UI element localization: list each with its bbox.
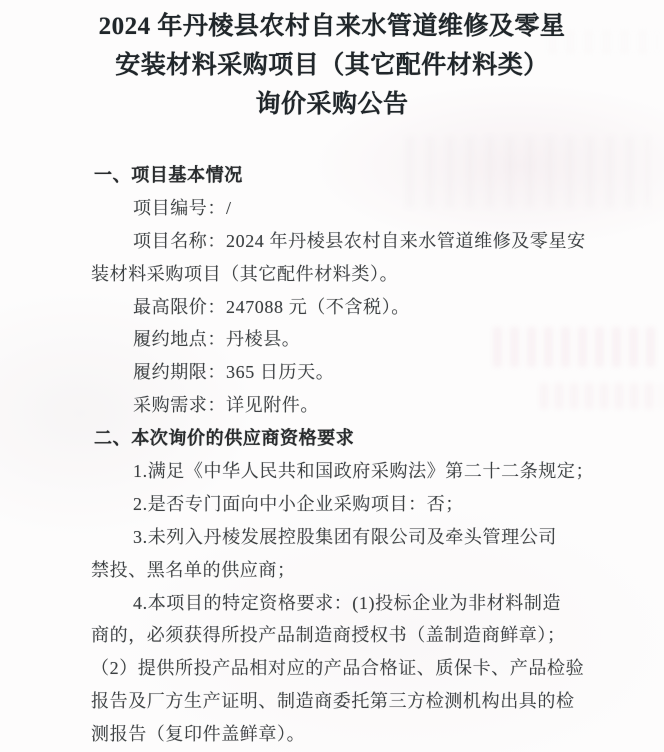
document-title-line: 2024 年丹棱县农村自来水管道维修及零星: [98, 13, 566, 40]
body-line-project-name: 项目名称：2024 年丹棱县农村自来水管道维修及零星安: [133, 230, 586, 251]
body-line-requirement-2: 2.是否专门面向中小企业采购项目：否；: [133, 493, 464, 514]
body-line-performance-period: 履约期限：365 日历天。: [133, 362, 335, 383]
document-title-line: 询价采购公告: [255, 91, 409, 118]
body-line-max-price: 最高限价：247088 元（不含税）。: [133, 296, 410, 317]
body-line-requirement-4-cont-3: 报告及厂方生产证明、制造商委托第三方检测机构出具的检: [91, 691, 575, 712]
body-line-requirement-1: 1.满足《中华人民共和国政府采购法》第二十二条规定；: [133, 461, 595, 482]
document-title-line: 安装材料采购项目（其它配件材料类）: [115, 52, 549, 79]
section-heading-project-info: 一、项目基本情况: [94, 165, 243, 185]
body-line-performance-location: 履约地点：丹棱县。: [133, 329, 301, 350]
document-title: [0, 7, 664, 124]
body-line-procurement-requirement: 采购需求：详见附件。: [133, 395, 319, 416]
body-line-requirement-4: 4.本项目的特定资格要求：(1)投标企业为非材料制造: [133, 592, 562, 613]
body-line-requirement-4-cont-1: 商的，必须获得所投产品制造商授权书（盖制造商鲜章）；: [91, 625, 566, 646]
document-body: [91, 159, 595, 751]
body-line-requirement-3-cont: 禁投、黑名单的供应商；: [91, 559, 296, 580]
body-line-project-name-cont: 装材料采购项目（其它配件材料类）。: [91, 263, 399, 284]
body-line-requirement-3: 3.未列入丹棱发展控股集团有限公司及牵头管理公司: [133, 526, 557, 547]
body-line-requirement-4-cont-2: （2）提供所投产品相对应的产品合格证、质保卡、产品检验: [91, 658, 585, 679]
section-heading-supplier-qualifications: 二、本次询价的供应商资格要求: [94, 428, 355, 449]
body-line-requirement-4-cont-4: 测报告（复印件盖鲜章）。: [91, 724, 306, 745]
body-line-project-number: 项目编号：/: [133, 197, 232, 218]
